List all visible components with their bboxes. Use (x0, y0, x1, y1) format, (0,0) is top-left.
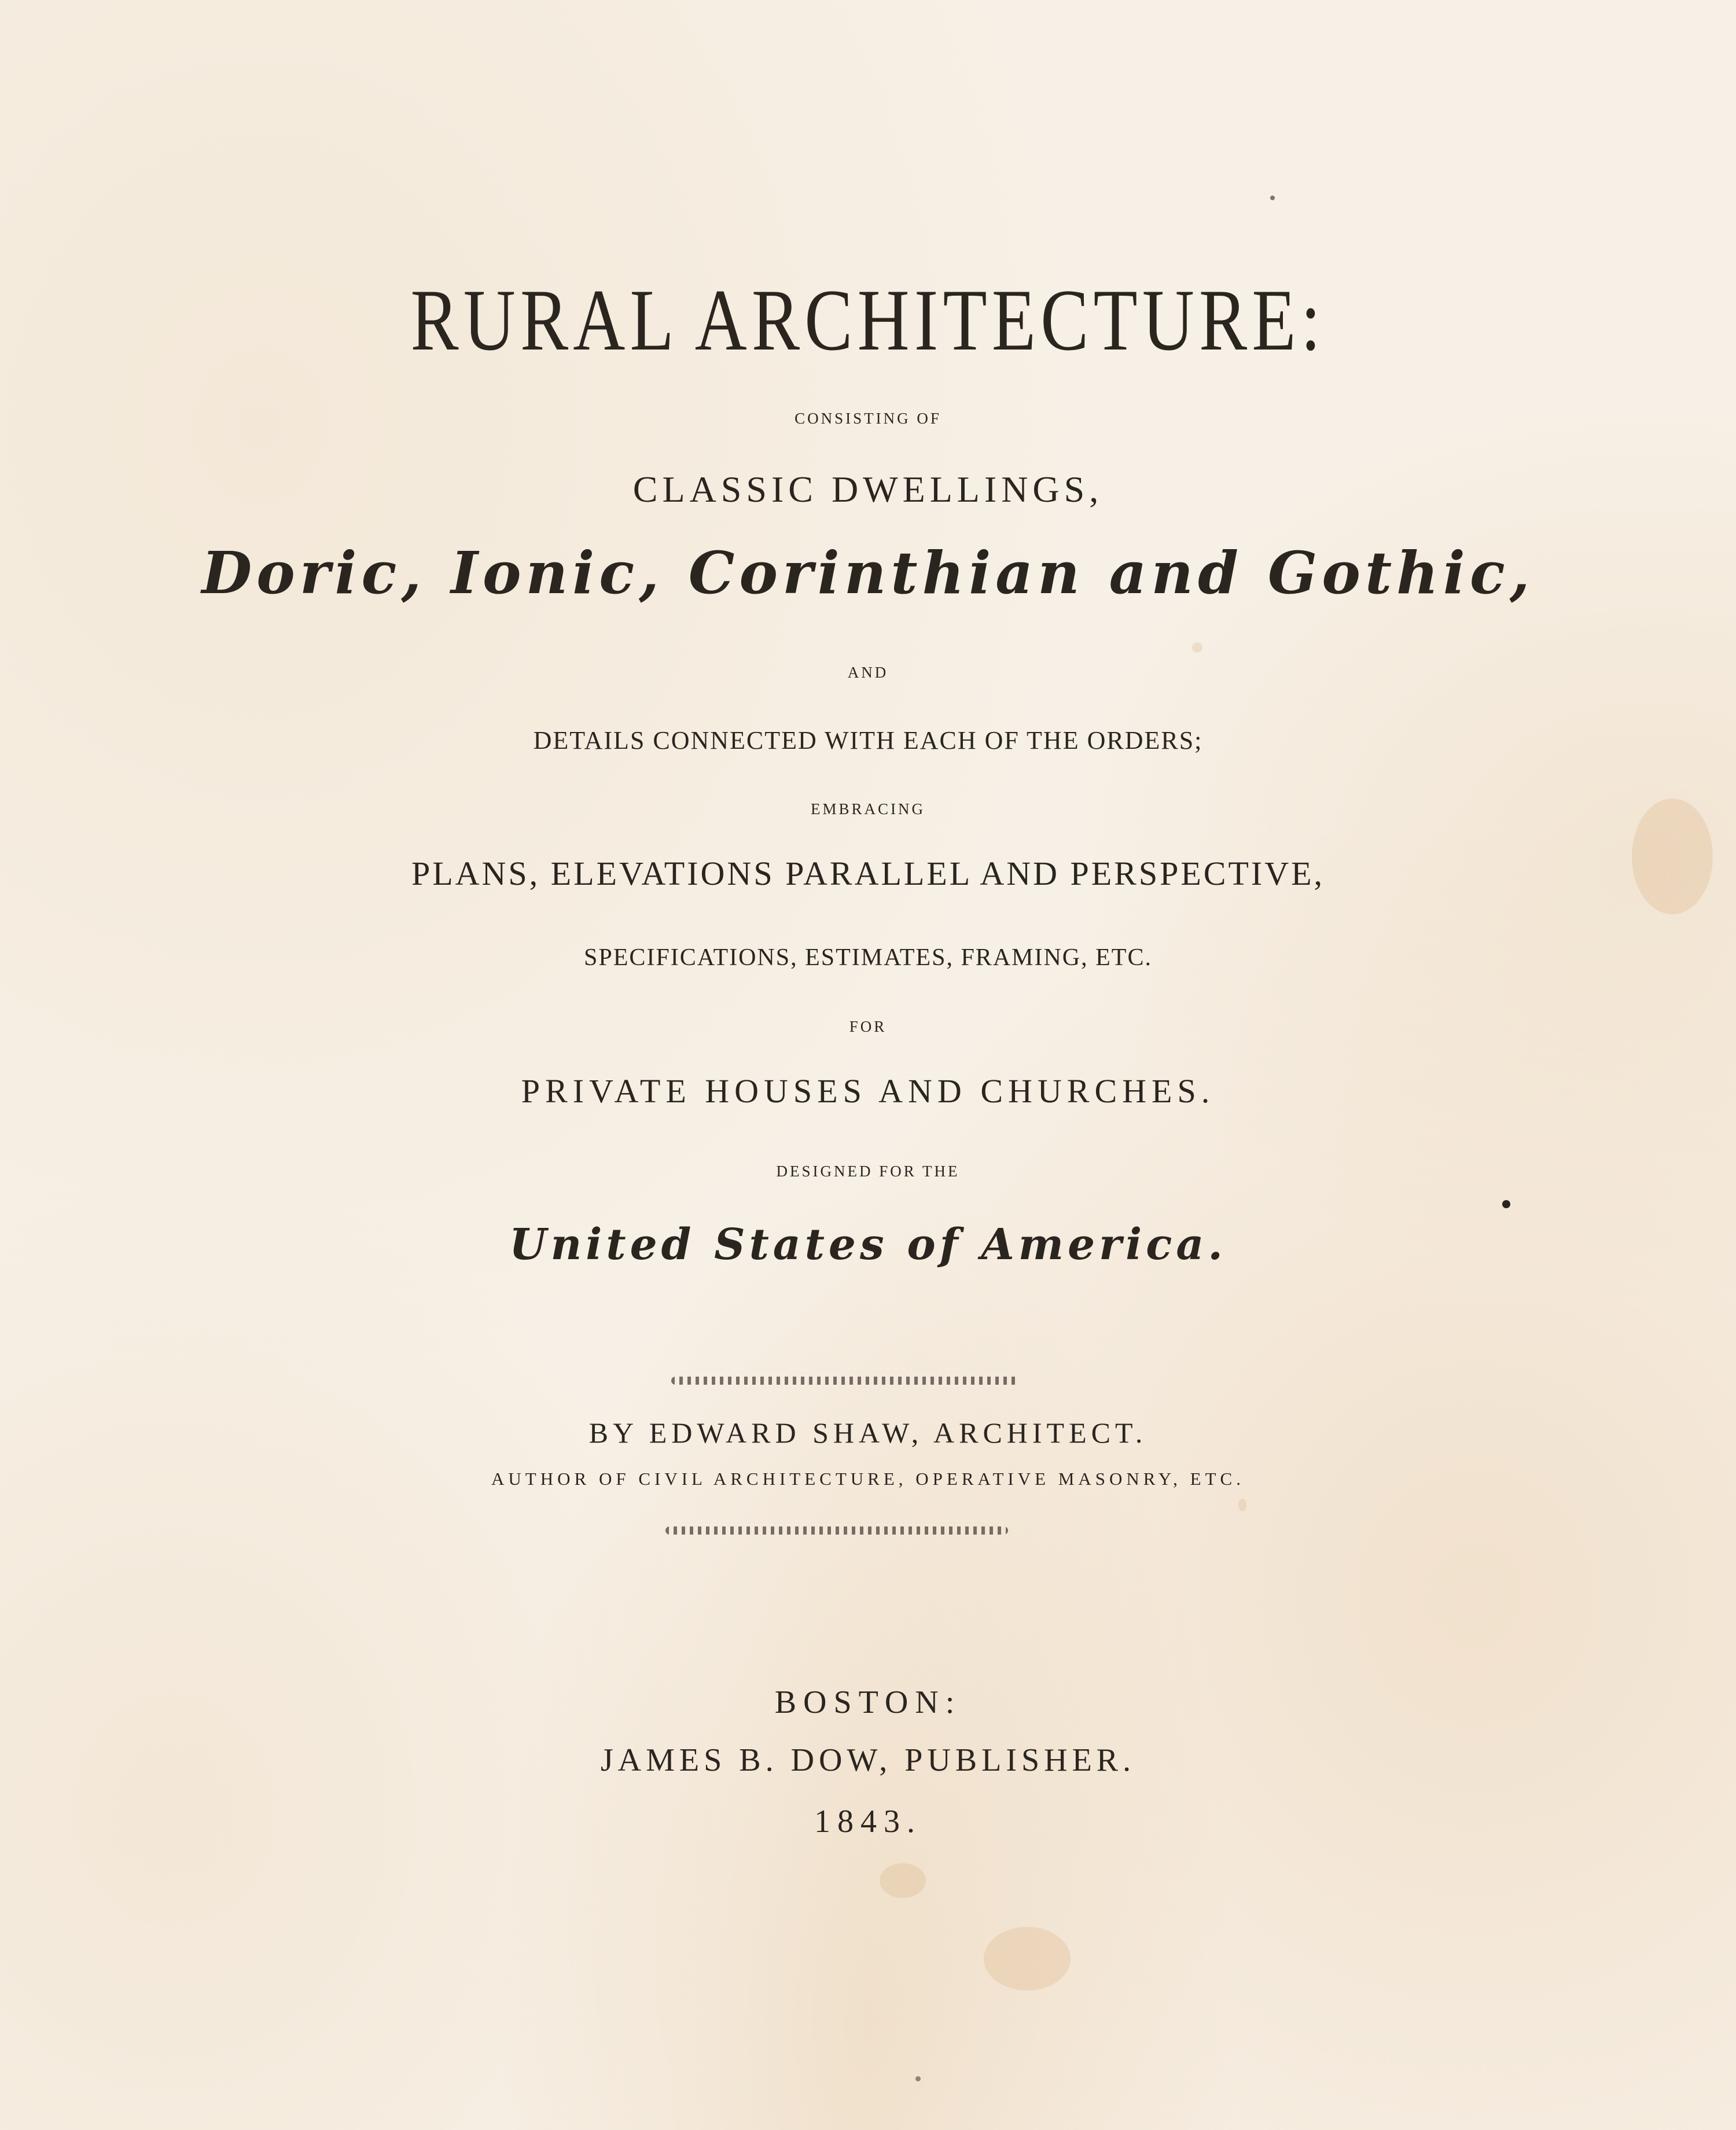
architectural-orders-heading: Doric, Ionic, Corinthian and Gothic, (201, 539, 1535, 607)
imprint-city: BOSTON: (774, 1684, 962, 1720)
consisting-of-label: CONSISTING OF (795, 410, 941, 427)
foxing-spot (880, 1863, 926, 1898)
author-byline: BY EDWARD SHAW, ARCHITECT. (589, 1417, 1147, 1449)
foxing-spot (984, 1927, 1071, 1991)
private-houses-heading: PRIVATE HOUSES AND CHURCHES. (521, 1072, 1215, 1110)
plans-line: PLANS, ELEVATIONS PARALLEL AND PERSPECTIVE, (411, 855, 1325, 892)
foxing-spot (1192, 642, 1202, 653)
for-label: FOR (849, 1018, 887, 1035)
details-line: DETAILS CONNECTED WITH EACH OF THE ORDERS; (533, 726, 1203, 755)
foxing-spot (1632, 799, 1713, 914)
author-credits: AUTHOR OF CIVIL ARCHITECTURE, OPERATIVE MASONRY, ETC. (491, 1469, 1245, 1489)
ornamental-rule-bottom (665, 1526, 1008, 1535)
and-label: AND (847, 664, 889, 681)
book-title: RURAL ARCHITECTURE: (410, 271, 1326, 369)
classic-dwellings-heading: CLASSIC DWELLINGS, (632, 469, 1104, 510)
imprint-year: 1843. (814, 1804, 922, 1840)
embracing-label: EMBRACING (810, 800, 925, 818)
imprint-publisher: JAMES B. DOW, PUBLISHER. (600, 1742, 1136, 1778)
ink-speck (1502, 1200, 1510, 1208)
ink-speck (915, 2076, 921, 2081)
designed-for-label: DESIGNED FOR THE (776, 1163, 960, 1180)
ink-speck (1270, 196, 1275, 200)
ornamental-rule-top (671, 1377, 1018, 1385)
foxing-spot (1238, 1499, 1246, 1511)
specifications-line: SPECIFICATIONS, ESTIMATES, FRAMING, ETC. (584, 944, 1152, 971)
united-states-heading: United States of America. (509, 1220, 1227, 1270)
